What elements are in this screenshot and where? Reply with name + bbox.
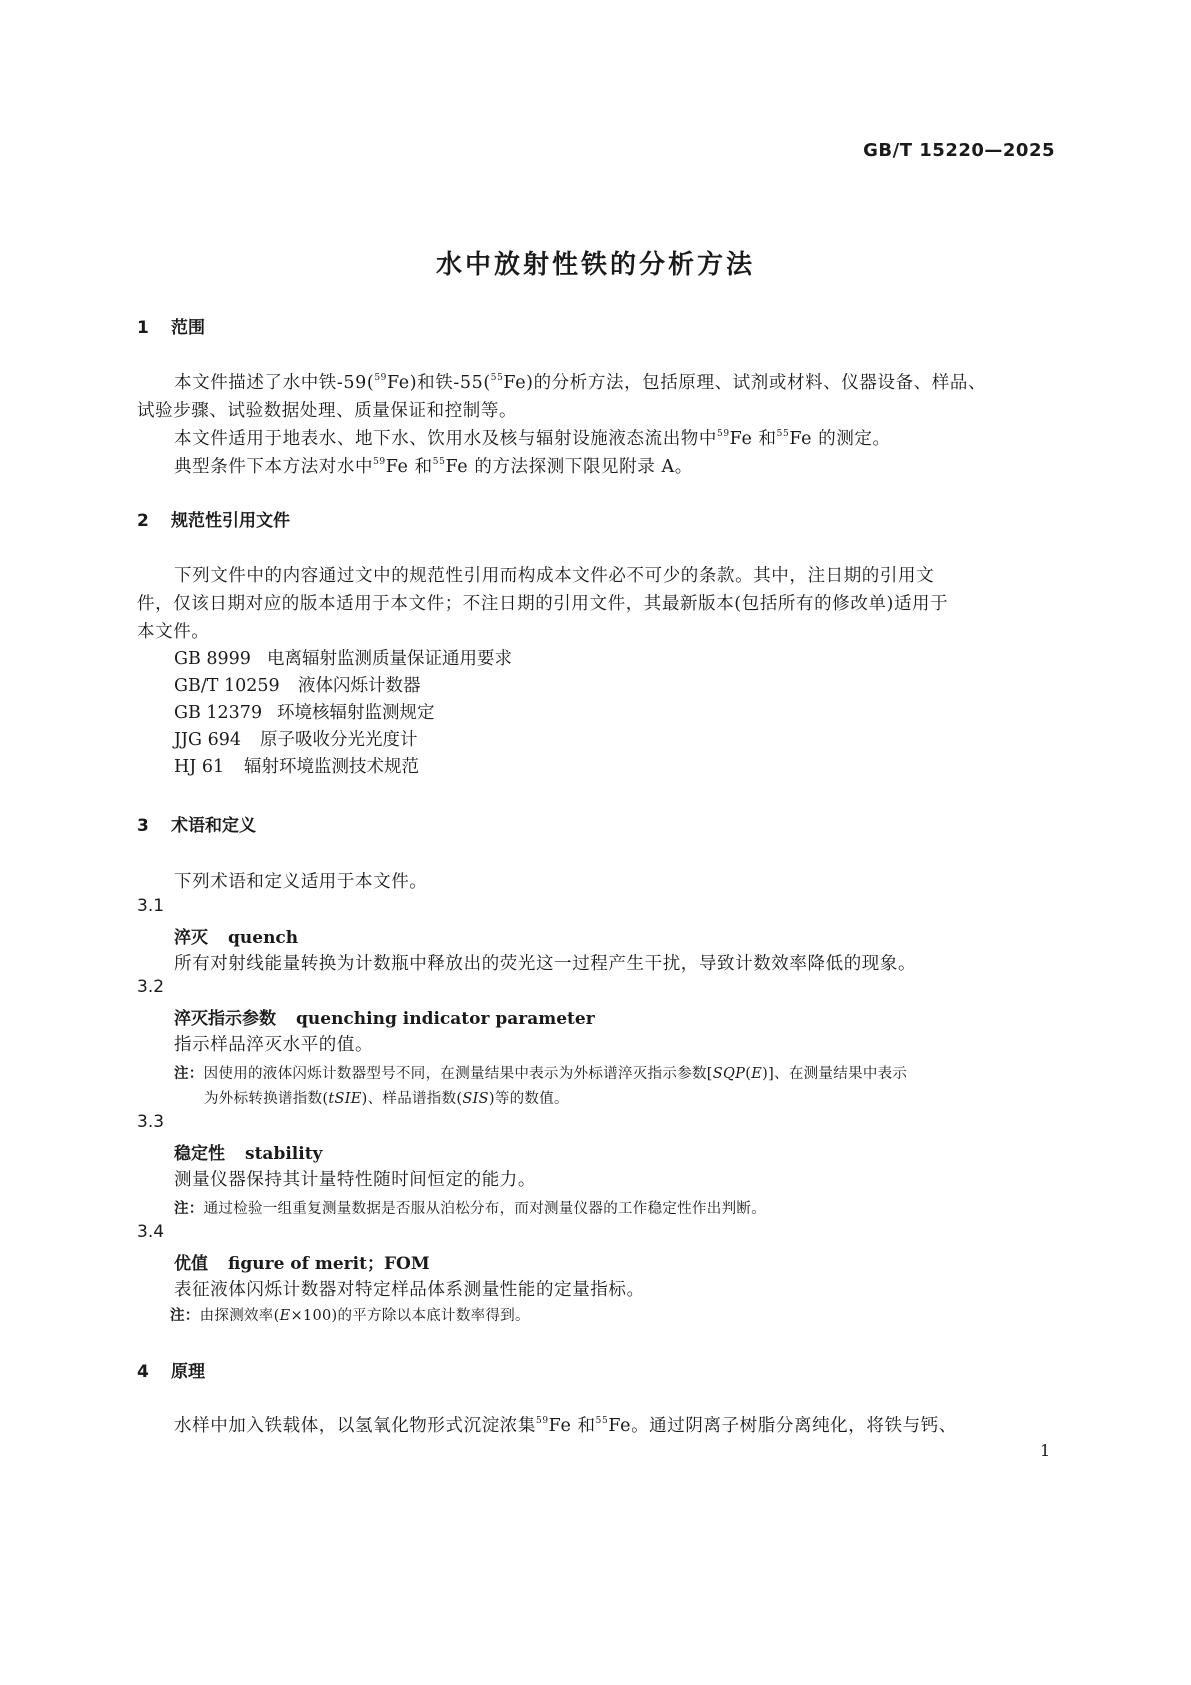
text-run: 典型条件下本方法对水中 (174, 457, 374, 477)
note-label: 注： (174, 1201, 204, 1217)
reference-code: JJG 694 (174, 730, 241, 750)
term-number: 3.4 (137, 1222, 165, 1242)
section-number: 1 (137, 318, 149, 338)
superscript: 55 (432, 457, 446, 467)
text-run: ×100)的平方除以本底计数率得到。 (290, 1308, 530, 1324)
superscript: 59 (717, 429, 730, 439)
term-zh: 淬灭 (174, 928, 208, 948)
text-run: )]、在测量结果中表示 (762, 1066, 908, 1082)
document-title: 水中放射性铁的分析方法 (435, 250, 755, 280)
section-number: 3 (137, 816, 149, 836)
term-definition: 表征液体闪烁计数器对特定样品体系测量性能的定量指标。 (174, 1280, 645, 1300)
reference-code: GB 8999 (174, 649, 251, 669)
section-title: 范围 (171, 318, 205, 338)
section-title: 原理 (171, 1362, 205, 1382)
term-note (174, 1062, 907, 1083)
section-title: 术语和定义 (171, 816, 256, 836)
section-heading-4 (137, 1357, 205, 1382)
paragraph-line: 下列文件中的内容通过文中的规范性引用而构成本文件必不可少的条款。其中，注日期的引用文 (174, 566, 935, 586)
term-en: quenching indicator parameter (296, 1009, 595, 1029)
reference-code: GB/T 10259 (174, 676, 280, 696)
term-en: quench (228, 928, 299, 948)
section-title: 规范性引用文件 (171, 511, 290, 531)
text-run: Fe)和铁-55( (386, 373, 491, 393)
term-definition: 指示样品淬灭水平的值。 (174, 1035, 374, 1055)
text-run: 为外标转换谱指数( (204, 1091, 329, 1107)
text-run: 本文件适用于地表水、地下水、饮用水及核与辐射设施液态流出物中 (174, 429, 717, 449)
term-definition: 测量仪器保持其计量特性随时间恒定的能力。 (174, 1170, 536, 1190)
paragraph (174, 425, 891, 450)
section-heading-1 (137, 313, 205, 338)
reference-code: GB 12379 (174, 703, 263, 723)
paragraph-line: 本文件。 (137, 622, 210, 642)
section-heading-3 (137, 811, 256, 836)
italic-run: SQP (712, 1066, 746, 1082)
text-run: Fe 和 (548, 1416, 596, 1436)
reference-item (174, 753, 419, 778)
term-heading (174, 1139, 322, 1164)
paragraph-line: 试验步骤、试验数据处理、质量保证和控制等。 (137, 401, 518, 421)
term-en: figure of merit；FOM (228, 1254, 430, 1274)
text-run: Fe 和 (729, 429, 777, 449)
paragraph-line: 件，仅该日期对应的版本适用于本文件；不注日期的引用文件，其最新版本(包括所有的修改单)适用于 (137, 594, 949, 614)
text-run: ( (745, 1066, 752, 1082)
section-number: 4 (137, 1362, 149, 1382)
term-zh: 优值 (174, 1254, 208, 1274)
superscript: 59 (374, 373, 387, 383)
section-heading-2 (137, 506, 290, 531)
text-run: Fe 和 (385, 457, 433, 477)
term-note (170, 1304, 530, 1325)
reference-name: 液体闪烁计数器 (298, 676, 421, 696)
italic-run: tSIE (328, 1091, 362, 1107)
superscript: 55 (595, 1416, 609, 1426)
term-heading (174, 1004, 595, 1029)
term-zh: 淬灭指示参数 (174, 1009, 276, 1029)
paragraph: 下列术语和定义适用于本文件。 (174, 872, 428, 892)
text-run: Fe 的方法探测下限见附录 A。 (445, 457, 693, 477)
text-run: 水样中加入铁载体，以氢氧化物形式沉淀浓集 (174, 1416, 536, 1436)
term-heading (174, 1249, 430, 1274)
term-zh: 稳定性 (174, 1144, 225, 1164)
reference-name: 环境核辐射监测规定 (277, 703, 435, 723)
text-run: 因使用的液体闪烁计数器型号不同，在测量结果中表示为外标谱淬灭指示参数[ (203, 1066, 713, 1082)
standard-code: GB/T 15220—2025 (863, 140, 1055, 161)
superscript: 59 (536, 1416, 549, 1426)
reference-item (174, 645, 512, 670)
text-run: )、样品谱指数( (361, 1091, 463, 1107)
paragraph-line (174, 369, 986, 394)
reference-name: 电离辐射监测质量保证通用要求 (267, 649, 512, 669)
italic-run: E (751, 1066, 763, 1082)
reference-name: 原子吸收分光光度计 (260, 730, 418, 750)
term-en: stability (245, 1144, 323, 1164)
reference-code: HJ 61 (174, 757, 225, 777)
text-run: Fe)的分析方法，包括原理、试剂或材料、仪器设备、样品、 (503, 373, 987, 393)
italic-run: E (279, 1308, 291, 1324)
text-run: Fe。通过阴离子树脂分离纯化，将铁与钙、 (608, 1416, 957, 1436)
superscript: 59 (373, 457, 386, 467)
reference-name: 辐射环境监测技术规范 (244, 757, 419, 777)
page-number: 1 (1040, 1441, 1051, 1460)
paragraph (174, 453, 693, 478)
term-note-continued (204, 1087, 569, 1108)
text-run: )等的数值。 (488, 1091, 569, 1107)
term-number: 3.2 (137, 977, 165, 997)
reference-item (174, 672, 421, 697)
reference-item (174, 699, 435, 724)
term-number: 3.1 (137, 896, 165, 916)
text-run: Fe 的测定。 (789, 429, 891, 449)
term-heading (174, 923, 298, 948)
text-run: 通过检验一组重复测量数据是否服从泊松分布，而对测量仪器的工作稳定性作出判断。 (203, 1201, 767, 1217)
text-run: 由探测效率( (199, 1308, 280, 1324)
reference-item (174, 726, 418, 751)
italic-run: SIS (462, 1091, 489, 1107)
superscript: 55 (776, 429, 790, 439)
paragraph (174, 1412, 957, 1437)
term-definition: 所有对射线能量转换为计数瓶中释放出的荧光这一过程产生干扰，导致计数效率降低的现象。 (174, 954, 917, 974)
superscript: 55 (490, 373, 504, 383)
note-label: 注： (174, 1066, 204, 1082)
section-number: 2 (137, 511, 149, 531)
term-number: 3.3 (137, 1112, 165, 1132)
term-note (174, 1197, 766, 1218)
text-run: 本文件描述了水中铁-59( (174, 373, 375, 393)
note-label: 注： (170, 1308, 200, 1324)
